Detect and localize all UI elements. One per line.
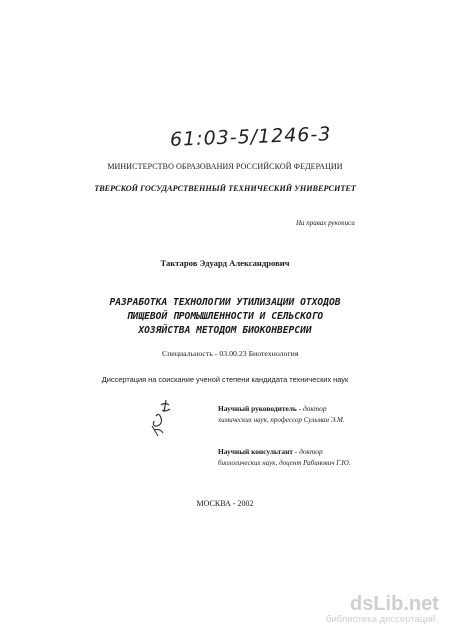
consultant-line xyxy=(218,447,323,456)
watermark-logo xyxy=(350,593,439,616)
handwritten-catalog-number: 61:03-5/1246-3 xyxy=(169,123,332,151)
consultant-dash: - xyxy=(292,447,300,456)
signature-stamp-icon xyxy=(144,396,178,440)
title-line: ХОЗЯЙСТВА МЕТОДОМ БИОКОНВЕРСИИ xyxy=(138,325,312,336)
supervisor-dash: - xyxy=(296,404,304,413)
consultant-role: Научный консультант xyxy=(218,447,293,456)
city-year: МОСКВА - 2002 xyxy=(196,499,254,508)
degree-statement: Диссертация на соискание ученой степени кандидата технических наук xyxy=(101,375,349,384)
author-name: Тактаров Эдуард Александрович xyxy=(160,258,290,268)
supervisor-details: химических наук, профессор Сульман Э.М. xyxy=(218,416,345,424)
title-line: ПИЩЕВОЙ ПРОМЫШЛЕННОСТИ И СЕЛЬСКОГО xyxy=(126,311,324,322)
supervisor-role: Научный руководитель xyxy=(218,404,297,413)
specialty-line: Специальность - 03.00.23 Биотехнология xyxy=(162,349,299,358)
title-line: РАЗРАБОТКА ТЕХНОЛОГИИ УТИЛИЗАЦИИ ОТХОДОВ xyxy=(109,297,341,308)
consultant-details: биологических наук, доцент Рабинович Г.Ю. xyxy=(218,459,351,467)
watermark-site: dsLib.net xyxy=(350,593,439,615)
supervisor-line xyxy=(218,404,327,413)
supervisor-degree: доктор xyxy=(303,404,327,413)
university-heading: ТВЕРСКОЙ ГОСУДАРСТВЕННЫЙ ТЕХНИЧЕСКИЙ УНИВЕРСИТЕТ xyxy=(94,184,356,193)
ministry-heading: МИНИСТЕРСТВО ОБРАЗОВАНИЯ РОССИЙСКОЙ ФЕДЕРАЦИИ xyxy=(107,162,343,171)
watermark-tagline: библиотека диссертаций xyxy=(326,614,436,625)
dissertation-title xyxy=(0,296,450,338)
consultant-degree: доктор xyxy=(299,447,323,456)
manuscript-rights-note: На правах рукописи xyxy=(296,219,355,227)
